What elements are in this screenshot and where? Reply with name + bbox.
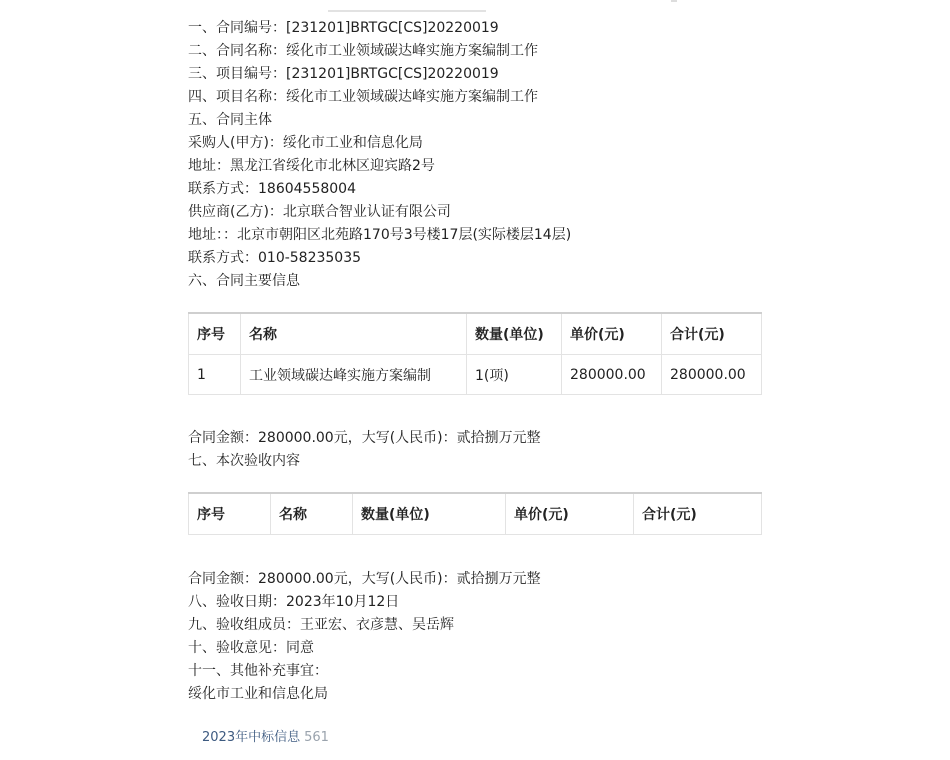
- purchaser-contact: 联系方式：18604558004: [188, 181, 356, 197]
- project-number: 三、项目编号：[231201]BRTGC[CS]20220019: [188, 66, 499, 82]
- section-contract-parties: 五、合同主体: [188, 112, 272, 128]
- issuing-organization: 绥化市工业和信息化局: [188, 686, 328, 702]
- contract-amount: 合同金额：280000.00元，大写(人民币)：贰拾捌万元整: [188, 430, 541, 446]
- table-row: [189, 355, 762, 395]
- cell-index: 1: [189, 355, 241, 395]
- acceptance-members: 九、验收组成员：王亚宏、衣彦慧、吴岳辉: [188, 617, 454, 633]
- contract-name: 二、合同名称：绥化市工业领域碳达峰实施方案编制工作: [188, 43, 538, 59]
- column-header-unit-price: 单价(元): [562, 313, 662, 355]
- footer-tag-label[interactable]: 2023年中标信息: [202, 730, 301, 745]
- column-header-name: 名称: [241, 313, 467, 355]
- column-header-index: 序号: [189, 313, 241, 355]
- cell-unit-price: 280000.00: [562, 355, 662, 395]
- column-header-quantity: 数量(单位): [467, 313, 562, 355]
- cell-quantity: 1(项): [467, 355, 562, 395]
- column-header-total: 合计(元): [634, 493, 762, 535]
- column-header-unit-price: 单价(元): [506, 493, 634, 535]
- contract-items-table: [188, 312, 762, 395]
- supplier-contact: 联系方式：010-58235035: [188, 250, 362, 266]
- section-main-info: 六、合同主要信息: [188, 273, 300, 289]
- table-header-row: [189, 313, 762, 355]
- purchaser-address: 地址：黑龙江省绥化市北林区迎宾路2号: [188, 158, 435, 174]
- top-divider: [328, 10, 486, 12]
- footer-tag-link[interactable]: [202, 728, 329, 748]
- supplier-address: 地址：：北京市朝阳区北苑路170号3号楼17层(实际楼层14层): [188, 227, 572, 243]
- column-header-total: 合计(元): [662, 313, 762, 355]
- announcement-body: [188, 17, 762, 706]
- acceptance-date: 八、验收日期：2023年10月12日: [188, 594, 400, 610]
- column-header-index: 序号: [189, 493, 271, 535]
- footer-tag-count: 561: [304, 730, 329, 745]
- purchaser: 采购人(甲方)：绥化市工业和信息化局: [188, 135, 423, 151]
- column-header-name: 名称: [271, 493, 353, 535]
- acceptance-items-table: [188, 492, 762, 535]
- cell-name: 工业领域碳达峰实施方案编制: [241, 355, 467, 395]
- other-matters: 十一、其他补充事宜：: [188, 663, 328, 679]
- section-acceptance-content: 七、本次验收内容: [188, 453, 300, 469]
- contract-amount-repeat: 合同金额：280000.00元，大写(人民币)：贰拾捌万元整: [188, 571, 541, 587]
- top-edge-mark: [671, 0, 677, 2]
- cell-total: 280000.00: [662, 355, 762, 395]
- acceptance-opinion: 十、验收意见：同意: [188, 640, 314, 656]
- table-header-row: [189, 493, 762, 535]
- column-header-quantity: 数量(单位): [353, 493, 506, 535]
- contract-number: 一、合同编号：[231201]BRTGC[CS]20220019: [188, 20, 499, 36]
- supplier: 供应商(乙方)：北京联合智业认证有限公司: [188, 204, 451, 220]
- project-name: 四、项目名称：绥化市工业领域碳达峰实施方案编制工作: [188, 89, 538, 105]
